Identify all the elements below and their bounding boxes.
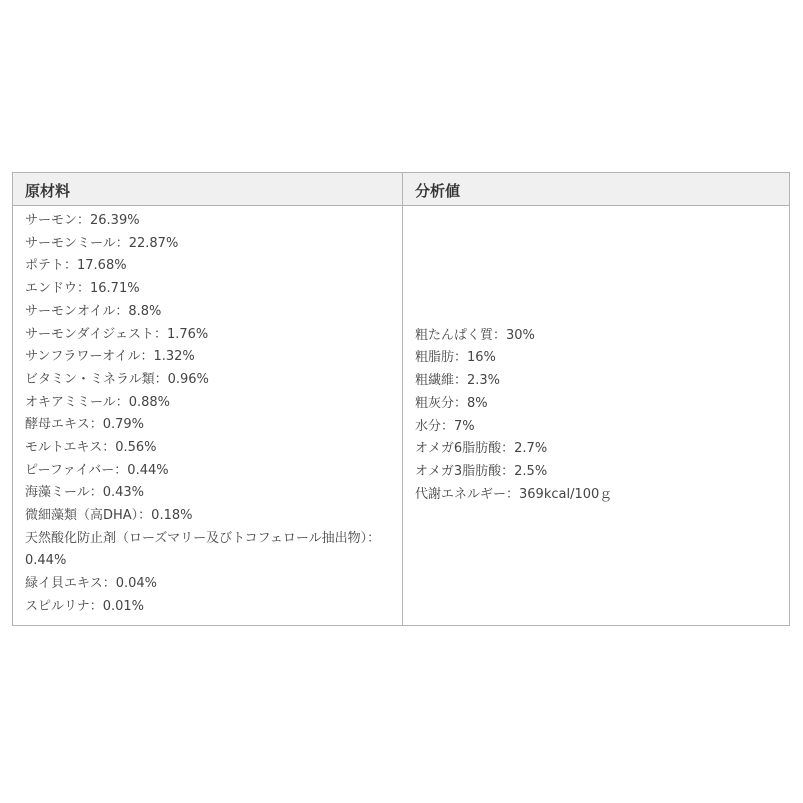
ingredient-item: モルトエキス：0.56%: [25, 440, 157, 456]
ingredients-header: 原材料: [13, 173, 403, 206]
analysis-item: 代謝エネルギー：369kcal/100ｇ: [415, 486, 613, 502]
ingredient-item: オキアミミール：0.88%: [25, 394, 171, 410]
analysis-item: オメガ3脂肪酸：2.5%: [415, 463, 548, 479]
ingredient-item: 微細藻類（高DHA）：0.18%: [25, 508, 193, 524]
analysis-item: 粗繊維：2.3%: [415, 373, 501, 389]
analysis-item: 水分：7%: [415, 418, 475, 434]
ingredient-item: ビタミン・ミネラル類：0.96%: [25, 371, 209, 387]
analysis-item: オメガ6脂肪酸：2.7%: [415, 441, 548, 457]
analysis-item: 粗たんぱく質：30%: [415, 327, 535, 343]
ingredient-item: 酵母エキス：0.79%: [25, 417, 145, 433]
ingredient-item: ポテト：17.68%: [25, 258, 127, 274]
ingredients-list: [13, 206, 403, 625]
analysis-list: [403, 206, 789, 625]
ingredient-item: 天然酸化防止剤（ローズマリー及びトコフェロール抽出物）：0.44%: [25, 530, 381, 569]
ingredients-analysis-table: [12, 172, 790, 626]
ingredient-item: ピーファイバー：0.44%: [25, 462, 169, 478]
ingredient-item: 海藻ミール：0.43%: [25, 485, 145, 501]
ingredient-item: サーモン：26.39%: [25, 213, 140, 228]
ingredient-item: サーモンオイル：8.8%: [25, 303, 162, 319]
ingredient-item: 緑イ貝エキス：0.04%: [25, 575, 158, 591]
analysis-header: 分析値: [403, 173, 789, 206]
ingredient-item: サーモンミール：22.87%: [25, 235, 179, 251]
ingredient-item: スピルリナ：0.01%: [25, 598, 145, 614]
analysis-item: 粗灰分：8%: [415, 395, 488, 411]
analysis-item: 粗脂肪：16%: [415, 350, 496, 366]
ingredient-item: サーモンダイジェスト：1.76%: [25, 326, 209, 342]
ingredient-item: サンフラワーオイル：1.32%: [25, 349, 195, 365]
ingredient-item: エンドウ：16.71%: [25, 281, 140, 297]
